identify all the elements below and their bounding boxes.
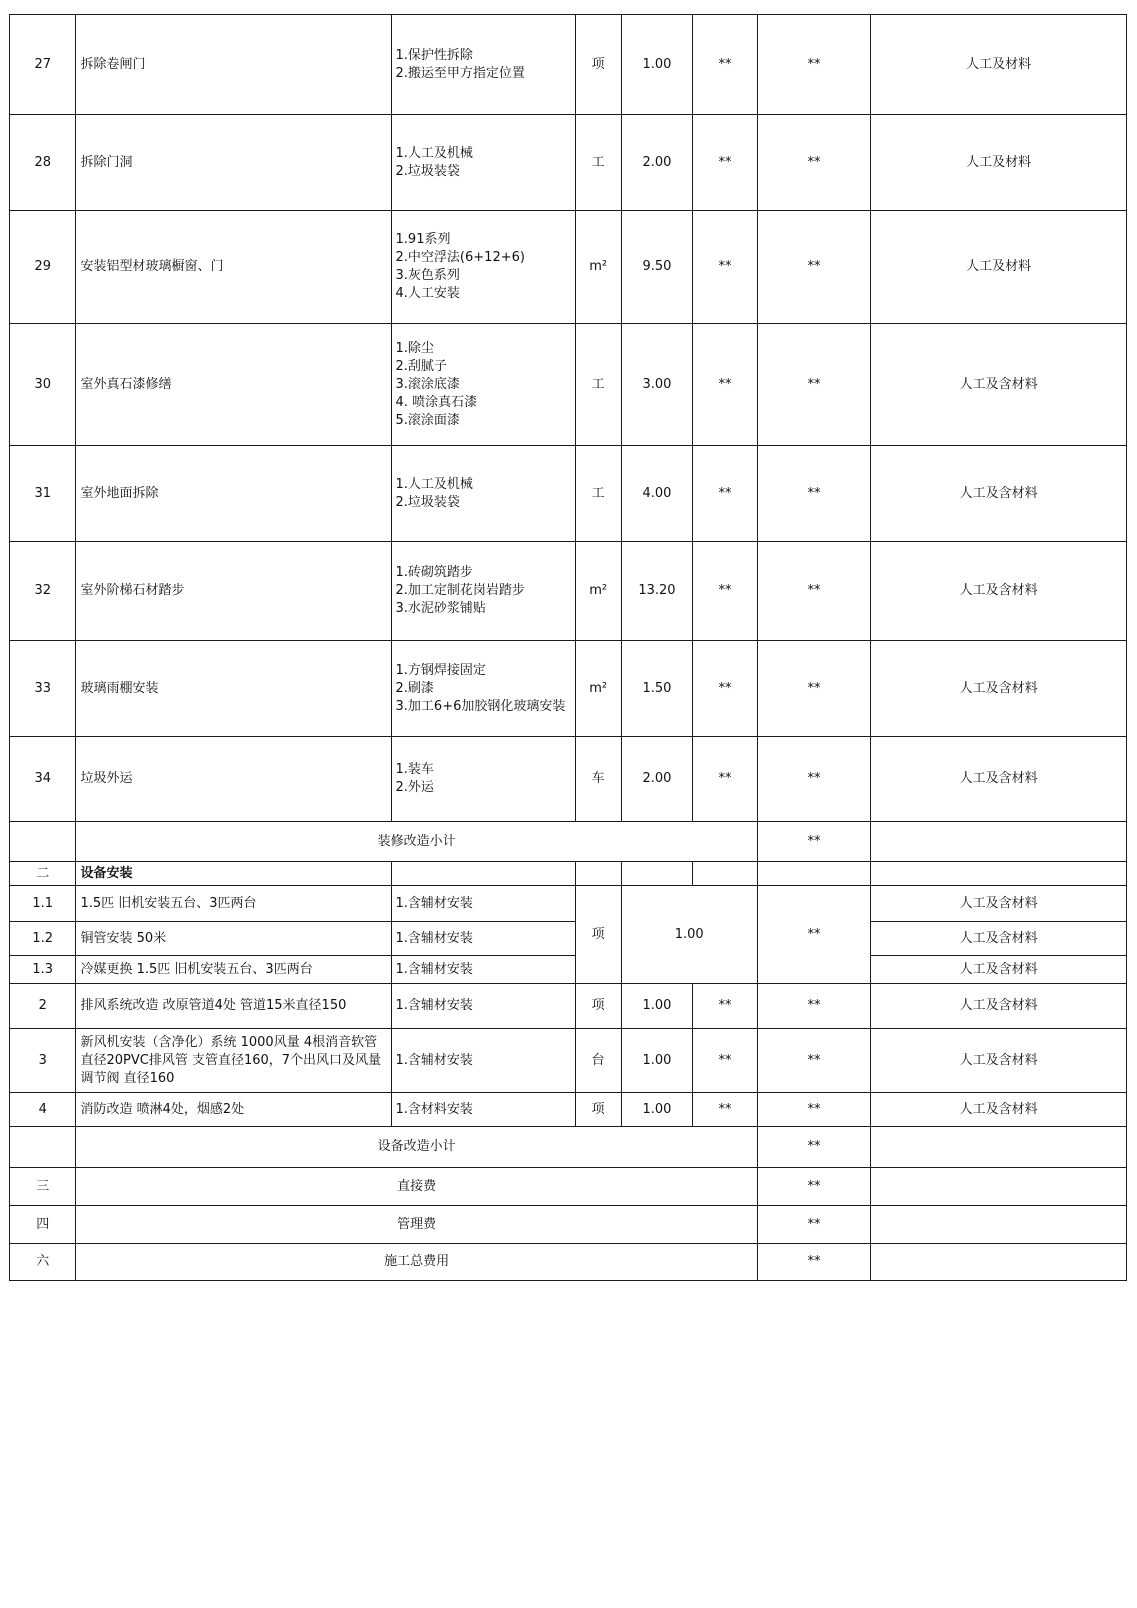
table-row <box>10 15 1127 115</box>
summary-row <box>10 1244 1127 1281</box>
item-price: ** <box>693 1029 757 1093</box>
item-name: 拆除门洞 <box>76 115 391 211</box>
item-name: 冷媒更换 1.5匹 旧机安装五台、3匹两台 <box>76 956 391 984</box>
summary-no: 六 <box>10 1244 76 1281</box>
item-qty: 1.00 <box>621 1029 693 1093</box>
item-desc: 1.含辅材安装 <box>391 956 575 984</box>
item-name: 消防改造 喷淋4处，烟感2处 <box>76 1093 391 1127</box>
item-name: 室外地面拆除 <box>76 446 391 542</box>
item-desc: 1.人工及机械 2.垃圾装袋 <box>391 446 575 542</box>
item-no: 1.3 <box>10 956 76 984</box>
item-desc: 1.含辅材安装 <box>391 984 575 1029</box>
item-qty: 4.00 <box>621 446 693 542</box>
item-no: 4 <box>10 1093 76 1127</box>
item-unit: 工 <box>575 446 621 542</box>
item-total: ** <box>757 446 871 542</box>
item-qty: 1.00 <box>621 15 693 115</box>
item-no: 1.2 <box>10 922 76 956</box>
item-desc: 1.91系列 2.中空浮法(6+12+6) 3.灰色系列 4.人工安装 <box>391 211 575 324</box>
item-price: ** <box>693 211 757 324</box>
item-total: ** <box>757 737 871 822</box>
empty-cell <box>757 862 871 886</box>
item-name: 玻璃雨棚安装 <box>76 641 391 737</box>
item-total: ** <box>757 15 871 115</box>
empty-cell <box>10 822 76 862</box>
item-name: 1.5匹 旧机安装五台、3匹两台 <box>76 886 391 922</box>
item-qty: 1.00 <box>621 984 693 1029</box>
item-qty: 2.00 <box>621 115 693 211</box>
item-unit: 台 <box>575 1029 621 1093</box>
item-name: 室外阶梯石材踏步 <box>76 542 391 641</box>
item-desc: 1.砖砌筑踏步 2.加工定制花岗岩踏步 3.水泥砂浆铺贴 <box>391 542 575 641</box>
item-qty: 9.50 <box>621 211 693 324</box>
item-note: 人工及含材料 <box>871 324 1127 446</box>
item-no: 29 <box>10 211 76 324</box>
item-total: ** <box>757 641 871 737</box>
item-price: ** <box>693 1093 757 1127</box>
item-unit: 项 <box>575 984 621 1029</box>
summary-row <box>10 1206 1127 1244</box>
item-name: 室外真石漆修缮 <box>76 324 391 446</box>
item-unit: 车 <box>575 737 621 822</box>
summary-value: ** <box>757 1168 871 1206</box>
item-no: 1.1 <box>10 886 76 922</box>
item-name: 铜管安装 50米 <box>76 922 391 956</box>
empty-cell <box>871 1127 1127 1168</box>
empty-cell <box>621 862 693 886</box>
item-no: 32 <box>10 542 76 641</box>
item-price: ** <box>693 115 757 211</box>
table-row <box>10 324 1127 446</box>
table-row <box>10 1093 1127 1127</box>
item-name: 新风机安装（含净化）系统 1000风量 4根消音软管 直径20PVC排风管 支管直径160，7个出风口及风量调节阀 直径160 <box>76 1029 391 1093</box>
item-desc: 1.含辅材安装 <box>391 886 575 922</box>
section-no: 二 <box>10 862 76 886</box>
item-unit: m² <box>575 542 621 641</box>
item-no: 34 <box>10 737 76 822</box>
table-row <box>10 984 1127 1029</box>
summary-label: 直接费 <box>76 1168 757 1206</box>
table-row <box>10 542 1127 641</box>
item-note: 人工及含材料 <box>871 1029 1127 1093</box>
item-total: ** <box>757 115 871 211</box>
summary-label: 管理费 <box>76 1206 757 1244</box>
subtotal-value: ** <box>757 822 871 862</box>
item-note: 人工及含材料 <box>871 956 1127 984</box>
item-note: 人工及含材料 <box>871 641 1127 737</box>
item-note: 人工及含材料 <box>871 886 1127 922</box>
item-desc: 1.人工及机械 2.垃圾装袋 <box>391 115 575 211</box>
empty-cell <box>871 1206 1127 1244</box>
empty-cell <box>391 862 575 886</box>
table-row <box>10 641 1127 737</box>
summary-no: 四 <box>10 1206 76 1244</box>
quotation-table <box>9 14 1127 1281</box>
summary-value: ** <box>757 1206 871 1244</box>
table-row <box>10 211 1127 324</box>
item-price: ** <box>693 446 757 542</box>
item-total: ** <box>757 1093 871 1127</box>
empty-cell <box>871 822 1127 862</box>
item-unit: 项 <box>575 15 621 115</box>
item-price: ** <box>693 737 757 822</box>
group-qty: 1.00 <box>621 886 757 984</box>
item-qty: 3.00 <box>621 324 693 446</box>
empty-cell <box>10 1127 76 1168</box>
item-desc: 1.含材料安装 <box>391 1093 575 1127</box>
item-unit: m² <box>575 641 621 737</box>
item-total: ** <box>757 542 871 641</box>
item-desc: 1.除尘 2.刮腻子 3.滚涂底漆 4. 喷涂真石漆 5.滚涂面漆 <box>391 324 575 446</box>
item-desc: 1.装车 2.外运 <box>391 737 575 822</box>
item-desc: 1.含辅材安装 <box>391 922 575 956</box>
item-note: 人工及材料 <box>871 211 1127 324</box>
empty-cell <box>871 862 1127 886</box>
table-row <box>10 737 1127 822</box>
table-row <box>10 922 1127 956</box>
item-unit: 项 <box>575 1093 621 1127</box>
item-name: 安装铝型材玻璃橱窗、门 <box>76 211 391 324</box>
item-note: 人工及含材料 <box>871 1093 1127 1127</box>
section-header-row <box>10 862 1127 886</box>
section-title: 设备安装 <box>76 862 391 886</box>
empty-cell <box>693 862 757 886</box>
item-note: 人工及含材料 <box>871 922 1127 956</box>
item-desc: 1.保护性拆除 2.搬运至甲方指定位置 <box>391 15 575 115</box>
item-note: 人工及材料 <box>871 115 1127 211</box>
item-total: ** <box>757 1029 871 1093</box>
table-row <box>10 446 1127 542</box>
item-unit: 工 <box>575 115 621 211</box>
item-price: ** <box>693 324 757 446</box>
item-no: 33 <box>10 641 76 737</box>
item-price: ** <box>693 641 757 737</box>
item-name: 拆除卷闸门 <box>76 15 391 115</box>
summary-no: 三 <box>10 1168 76 1206</box>
subtotal-row <box>10 822 1127 862</box>
item-price: ** <box>693 984 757 1029</box>
item-price: ** <box>693 15 757 115</box>
group-total: ** <box>757 886 871 984</box>
summary-row <box>10 1168 1127 1206</box>
table-row <box>10 956 1127 984</box>
item-qty: 1.00 <box>621 1093 693 1127</box>
subtotal-row <box>10 1127 1127 1168</box>
item-desc: 1.含辅材安装 <box>391 1029 575 1093</box>
item-qty: 2.00 <box>621 737 693 822</box>
subtotal-value: ** <box>757 1127 871 1168</box>
summary-label: 施工总费用 <box>76 1244 757 1281</box>
item-qty: 1.50 <box>621 641 693 737</box>
item-unit: 工 <box>575 324 621 446</box>
summary-value: ** <box>757 1244 871 1281</box>
item-note: 人工及含材料 <box>871 542 1127 641</box>
item-no: 27 <box>10 15 76 115</box>
item-note: 人工及含材料 <box>871 984 1127 1029</box>
item-no: 31 <box>10 446 76 542</box>
group-unit: 项 <box>575 886 621 984</box>
item-qty: 13.20 <box>621 542 693 641</box>
table-row <box>10 115 1127 211</box>
empty-cell <box>871 1168 1127 1206</box>
item-note: 人工及含材料 <box>871 737 1127 822</box>
empty-cell <box>871 1244 1127 1281</box>
subtotal-label: 设备改造小计 <box>76 1127 757 1168</box>
item-total: ** <box>757 211 871 324</box>
empty-cell <box>575 862 621 886</box>
item-total: ** <box>757 324 871 446</box>
item-desc: 1.方钢焊接固定 2.刷漆 3.加工6+6加胶钢化玻璃安装 <box>391 641 575 737</box>
item-name: 垃圾外运 <box>76 737 391 822</box>
item-total: ** <box>757 984 871 1029</box>
item-note: 人工及材料 <box>871 15 1127 115</box>
table-row <box>10 886 1127 922</box>
table-row <box>10 1029 1127 1093</box>
item-no: 2 <box>10 984 76 1029</box>
item-no: 30 <box>10 324 76 446</box>
item-no: 28 <box>10 115 76 211</box>
item-name: 排风系统改造 改原管道4处 管道15米直径150 <box>76 984 391 1029</box>
item-no: 3 <box>10 1029 76 1093</box>
item-price: ** <box>693 542 757 641</box>
subtotal-label: 装修改造小计 <box>76 822 757 862</box>
item-note: 人工及含材料 <box>871 446 1127 542</box>
item-unit: m² <box>575 211 621 324</box>
